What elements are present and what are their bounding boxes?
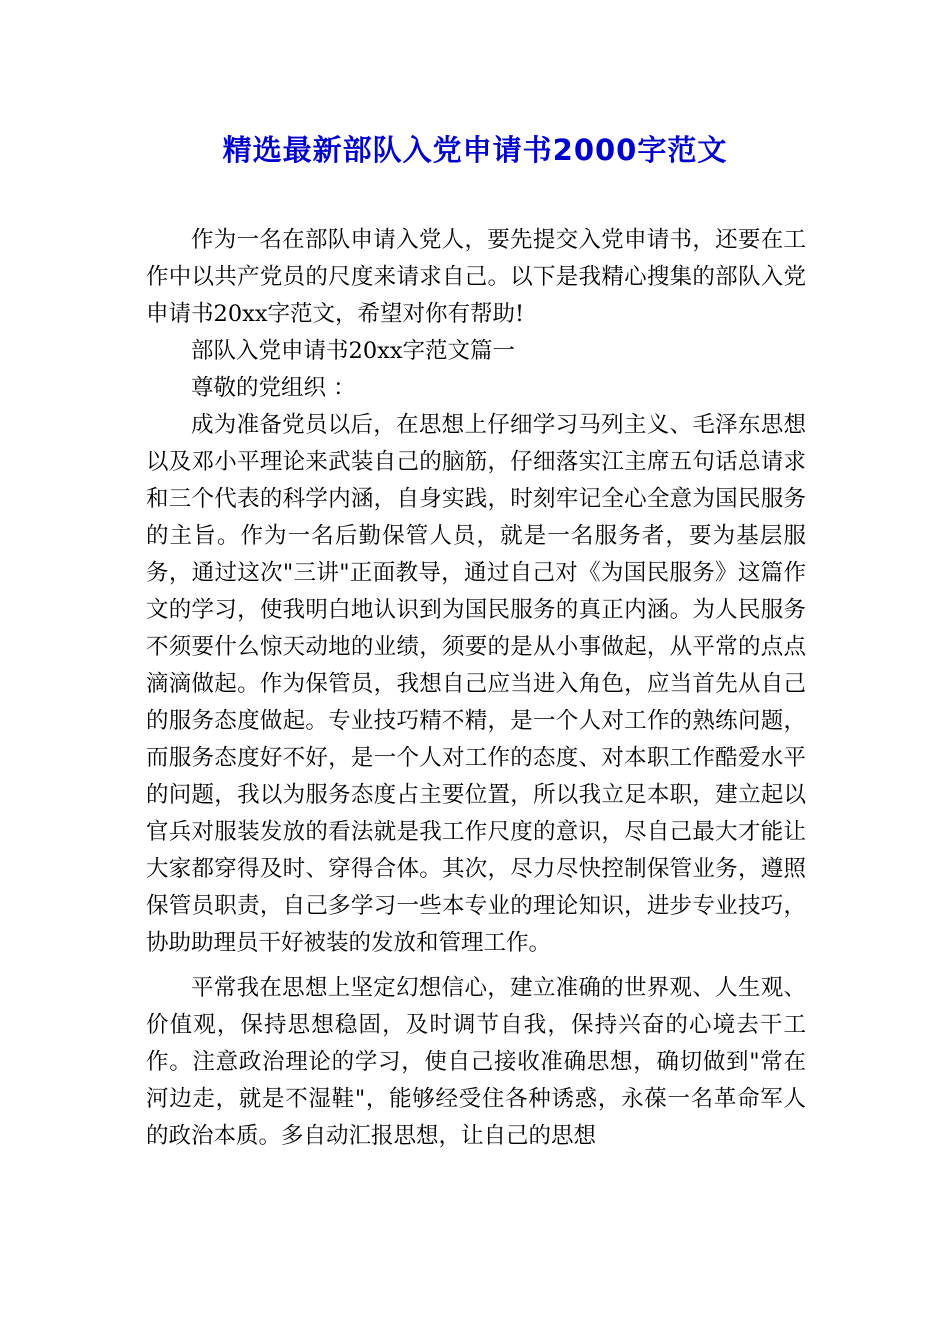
document-title: 精选最新部队入党申请书2000字范文 [222,133,728,167]
document-body [146,222,806,1155]
section-heading: 部队入党申请书20xx字范文篇一 [191,338,516,364]
body-paragraph: 成为准备党员以后，在思想上仔细学习马列主义、毛泽东思想以及邓小平理论来武装自己的脑筋，仔细落实江主席五句话总请求和三个代表的科学内涵，自身实践，时刻牢记全心全意为国民服务的主旨。作为一名后勤保管人员，就是一名服务者，要为基层服务，通过这次"三讲"正面教导，通过自己对《为国民服务》这篇作文的学习，使我明白地认识到为国民服务的真正内涵。为人民服务不须要什么惊天动地的业绩，须要的是从小事做起，从平常的点点滴滴做起。作为保管员，我想自己应当进入角色，应当首先从自己的服务态度做起。专业技巧精不精，是一个人对工作的熟练问题，而服务态度好不好，是一个人对工作的态度、对本职工作酷爱水平的问题，我以为服务态度占主要位置，所以我立足本职，建立起以官兵对服装发放的看法就是我工作尺度的意识，尽自己最大才能让大家都穿得及时、穿得合体。其次，尽力尽快控制保管业务，遵照保管员职责，自己多学习一些本专业的理论知识，进步专业技巧，协助助理员干好被装的发放和管理工作。 [146,412,806,956]
body-paragraph: 平常我在思想上坚定幻想信心，建立准确的世界观、人生观、价值观，保持思想稳固，及时调节自我，保持兴奋的心境去干工作。注意政治理论的学习，使自己接收准确思想，确切做到"常在河边走，就是不湿鞋"，能够经受住各种诱惑，永葆一名革命军人的政治本质。多自动汇报思想，让自己的思想 [146,975,806,1149]
intro-paragraph: 作为一名在部队申请入党人，要先提交入党申请书，还要在工作中以共产党员的尺度来请求自己。以下是我精心搜集的部队入党申请书20xx字范文，希望对你有帮助! [146,227,806,327]
salutation: 尊敬的党组织 ： [191,375,356,401]
